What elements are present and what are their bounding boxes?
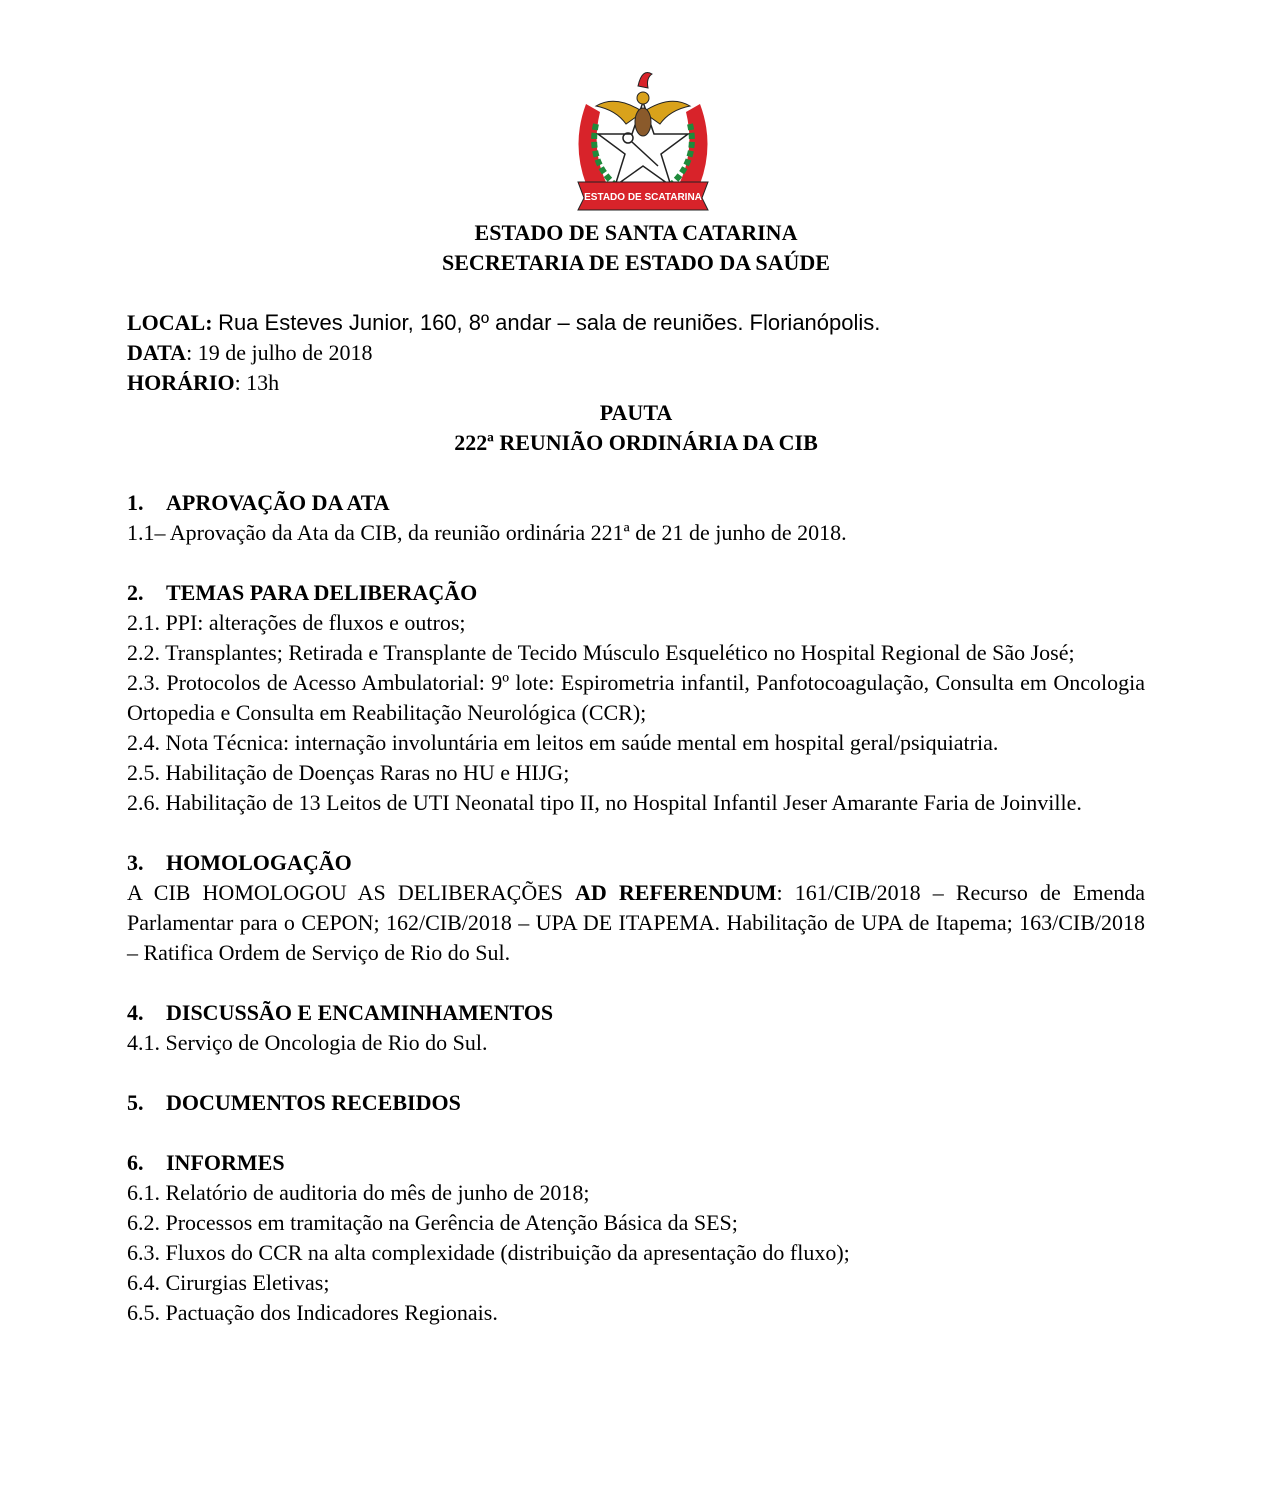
section-4-number: 4.	[127, 1000, 144, 1025]
section-4-item-1: 4.1. Serviço de Oncologia de Rio do Sul.	[127, 1030, 488, 1055]
section-1-item-1: 1.1– Aprovação da Ata da CIB, da reunião ordinária 221ª de 21 de junho de 2018.	[127, 520, 847, 545]
section-3-text	[127, 878, 1145, 968]
section-5-heading	[127, 1088, 1145, 1118]
eagle-head	[637, 92, 649, 104]
meeting-title: 222ª REUNIÃO ORDINÁRIA DA CIB	[454, 430, 818, 455]
section-2-item-1: 2.1. PPI: alterações de fluxos e outros;	[127, 610, 466, 635]
section-6-item-4: 6.4. Cirurgias Eletivas;	[127, 1270, 330, 1295]
section-3-text-post: : 161/CIB/2018 – Recurso de Emenda Parlamentar para o CEPON; 162/CIB/2018 – UPA DE ITAPEMA. Habilitação de UPA de Itapema; 163/CIB/2018 – Ratifica Ordem de Serviço de Rio do Sul.	[127, 880, 1145, 965]
section-5-title: DOCUMENTOS RECEBIDOS	[166, 1090, 461, 1115]
section-2-item-5: 2.5. Habilitação de Doenças Raras no HU e HIJG;	[127, 760, 570, 785]
horario-label: HORÁRIO	[127, 370, 235, 395]
pauta-title: PAUTA	[599, 400, 673, 425]
section-2-item-2: 2.2. Transplantes; Retirada e Transplante de Tecido Músculo Esquelético no Hospital Regional de São José;	[127, 640, 1075, 665]
local-value: Rua Esteves Junior, 160, 8º andar – sala de reuniões. Florianópolis.	[218, 310, 881, 335]
header-line-1: ESTADO DE SANTA CATARINA	[474, 220, 798, 245]
state-coat-of-arms	[566, 64, 720, 214]
data-value: : 19 de julho de 2018	[186, 340, 373, 365]
section-3-number: 3.	[127, 850, 144, 875]
section-2-title: TEMAS PARA DELIBERAÇÃO	[166, 580, 478, 605]
local-label: LOCAL:	[127, 310, 213, 335]
section-3-text-pre: A CIB HOMOLOGOU AS DELIBERAÇÕES	[127, 880, 575, 905]
eagle-body	[635, 108, 651, 136]
section-6-item-3: 6.3. Fluxos do CCR na alta complexidade (distribuição da apresentação do fluxo);	[127, 1240, 850, 1265]
section-2-item-3: 2.3. Protocolos de Acesso Ambulatorial: 9º lote: Espirometria infantil, Panfotocoagulação, Consulta em Oncologia Ortopedia e Consulta em Reabilitação Neurológica (CCR);	[127, 670, 1145, 725]
section-1-title: APROVAÇÃO DA ATA	[166, 490, 390, 515]
data-label: DATA	[127, 340, 187, 365]
section-5-number: 5.	[127, 1090, 144, 1115]
section-3-text-bold: AD REFERENDUM	[574, 880, 777, 905]
section-4-heading	[127, 998, 1145, 1028]
horario-value: : 13h	[234, 370, 280, 395]
meta-horario	[127, 368, 1145, 398]
meta-local	[127, 308, 1145, 338]
section-2-heading	[127, 578, 1145, 608]
section-2-number: 2.	[127, 580, 144, 605]
section-1-heading	[127, 488, 1145, 518]
crest-banner-text: ESTADO DE SCATARINA	[584, 192, 702, 203]
meta-data	[127, 338, 1145, 368]
section-4-title: DISCUSSÃO E ENCAMINHAMENTOS	[166, 1000, 554, 1025]
section-3-heading	[127, 848, 1145, 878]
section-1-number: 1.	[127, 490, 144, 515]
header-line-2: SECRETARIA DE ESTADO DA SAÚDE	[442, 250, 830, 275]
section-2-item-6: 2.6. Habilitação de 13 Leitos de UTI Neonatal tipo II, no Hospital Infantil Jeser Amarante Faria de Joinville.	[127, 790, 1082, 815]
section-6-heading	[127, 1148, 1145, 1178]
section-2-item-4: 2.4. Nota Técnica: internação involuntária em leitos em saúde mental em hospital geral/psiquiatria.	[127, 730, 999, 755]
section-6-item-5: 6.5. Pactuação dos Indicadores Regionais.	[127, 1300, 498, 1325]
section-6-number: 6.	[127, 1150, 144, 1175]
section-3-title: HOMOLOGAÇÃO	[166, 850, 352, 875]
document-body	[127, 218, 1145, 1328]
phrygian-cap	[638, 73, 652, 89]
section-6-item-1: 6.1. Relatório de auditoria do mês de junho de 2018;	[127, 1180, 590, 1205]
section-6-item-2: 6.2. Processos em tramitação na Gerência de Atenção Básica da SES;	[127, 1210, 738, 1235]
section-6-title: INFORMES	[166, 1150, 285, 1175]
